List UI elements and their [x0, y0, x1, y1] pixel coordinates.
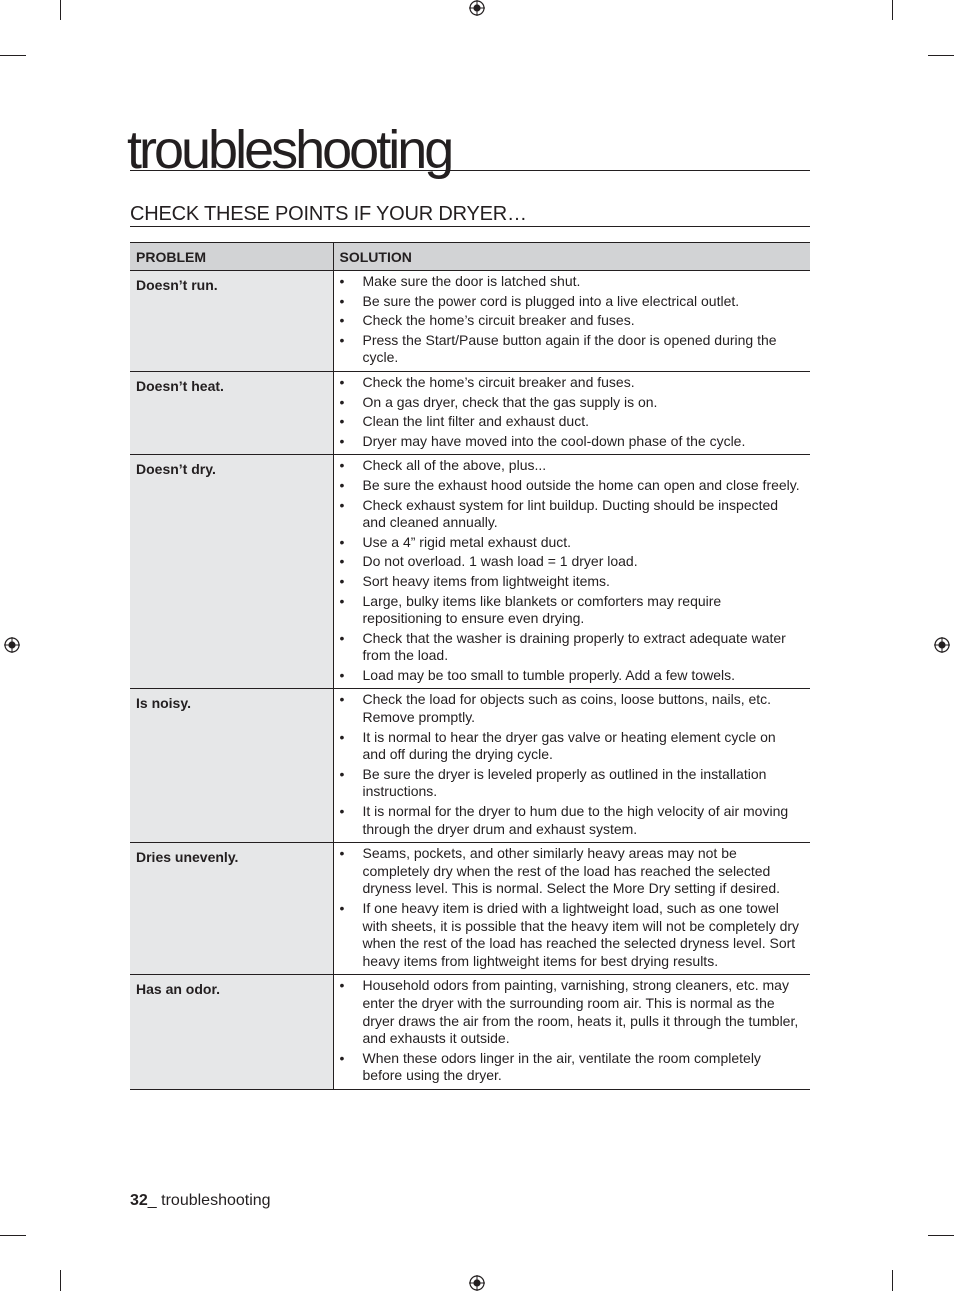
problem-cell: Doesn’t heat. [130, 371, 333, 454]
page-footer [130, 1191, 271, 1211]
problem-cell: Has an odor. [130, 975, 333, 1090]
list-item [340, 332, 801, 367]
solution-text: Dryer may have moved into the cool-down phase of the cycle. [362, 432, 746, 449]
solution-text: Do not overload. 1 wash load = 1 dryer load. [362, 553, 638, 570]
crop-mark-top-left-v [60, 0, 61, 20]
solution-text: It is normal to hear the dryer gas valve or heating element cycle on and off during the drying cycle. [362, 728, 776, 763]
table-row [130, 455, 810, 689]
crop-mark-bottom-left-v [60, 1270, 61, 1291]
table-row [130, 371, 810, 454]
solution-list [340, 273, 801, 367]
solution-text: Sort heavy items from lightweight items. [362, 572, 610, 589]
crop-mark-top-right-v [892, 0, 893, 20]
list-item [340, 534, 801, 552]
table-body [130, 271, 810, 1090]
solution-text: Clean the lint filter and exhaust duct. [362, 413, 589, 430]
problem-cell: Is noisy. [130, 689, 333, 843]
bullet-icon: • [339, 457, 345, 474]
list-item [340, 312, 801, 330]
list-item [340, 977, 801, 1047]
solution-text: Check the home’s circuit breaker and fuses. [362, 373, 635, 390]
bullet-icon: • [339, 977, 345, 994]
solution-text: Check that the washer is draining properly to extract adequate water from the load. [362, 629, 786, 664]
list-item [340, 413, 801, 431]
solution-text: Seams, pockets, and other similarly heavy areas may not be completely dry when the rest of the load has reached the selected dryness level. This is normal. Select the More Dry setting if desired. [362, 845, 781, 897]
crop-mark-top-right-h [928, 55, 954, 56]
bullet-icon: • [339, 273, 345, 289]
bullet-icon: • [339, 728, 345, 745]
list-item [340, 477, 801, 495]
solution-text: Check the load for objects such as coins, loose buttons, nails, etc. Remove promptly. [362, 691, 772, 726]
list-item [340, 691, 801, 726]
troubleshooting-table [130, 242, 810, 1090]
list-item [340, 394, 801, 412]
list-item [340, 374, 801, 392]
list-item [340, 900, 801, 970]
footer-label: _ troubleshooting [147, 1192, 271, 1209]
solution-text: When these odors linger in the air, ventilate the room completely before using the dryer. [362, 1049, 761, 1084]
problem-cell: Doesn’t dry. [130, 455, 333, 689]
solution-list [340, 977, 801, 1085]
bullet-icon: • [339, 553, 345, 570]
bullet-icon: • [339, 496, 345, 513]
section-title: CHECK THESE POINTS IF YOUR DRYER… [130, 203, 527, 225]
registration-mark-icon [469, 0, 485, 16]
page-number: 32 [130, 1192, 148, 1209]
solution-list [340, 374, 801, 450]
table-row [130, 689, 810, 843]
list-item [340, 1050, 801, 1085]
bullet-icon: • [339, 432, 345, 449]
bullet-icon: • [339, 572, 345, 589]
bullet-icon: • [339, 900, 345, 916]
list-item [340, 630, 801, 665]
solution-text: Be sure the power cord is plugged into a live electrical outlet. [362, 292, 740, 309]
bullet-icon: • [339, 666, 345, 683]
bullet-icon: • [339, 331, 345, 348]
solution-text: Be sure the exhaust hood outside the home can open and close freely. [362, 476, 800, 493]
solution-text: Press the Start/Pause button again if the door is opened during the cycle. [362, 331, 777, 366]
bullet-icon: • [339, 533, 345, 550]
solution-text: It is normal for the dryer to hum due to the high velocity of air moving through the dryer drum and exhaust system. [362, 803, 789, 837]
list-item [340, 273, 801, 291]
table-row [130, 975, 810, 1090]
solution-text: Check exhaust system for lint buildup. Ducting should be inspected and cleaned annually. [362, 496, 779, 531]
list-item [340, 803, 801, 838]
list-item [340, 553, 801, 571]
crop-mark-top-left-h [0, 55, 26, 56]
solution-text: Large, bulky items like blankets or comforters may require repositioning to ensure even drying. [362, 592, 722, 627]
bullet-icon: • [339, 312, 345, 329]
registration-mark-icon [934, 637, 950, 653]
table-header-row [130, 243, 810, 271]
bullet-icon: • [339, 292, 345, 309]
solution-cell [333, 455, 810, 689]
section-header [130, 202, 810, 227]
list-item [340, 457, 801, 475]
solution-text: Be sure the dryer is leveled properly as outlined in the installation instructions. [362, 765, 767, 800]
registration-mark-icon [469, 1275, 485, 1291]
registration-mark-icon [4, 637, 20, 653]
crop-mark-bottom-right-h [928, 1235, 954, 1236]
list-item [340, 433, 801, 451]
bullet-icon: • [339, 413, 345, 430]
solution-list [340, 457, 801, 684]
solution-list [340, 691, 801, 838]
list-item [340, 497, 801, 532]
solution-text: Load may be too small to tumble properly. Add a few towels. [362, 666, 735, 683]
page-title: troubleshooting [127, 120, 452, 180]
crop-mark-bottom-right-v [892, 1270, 893, 1291]
problem-cell: Dries unevenly. [130, 843, 333, 975]
list-item [340, 845, 801, 898]
list-item [340, 766, 801, 801]
solution-cell [333, 271, 810, 372]
problem-cell: Doesn’t run. [130, 271, 333, 372]
solution-text: If one heavy item is dried with a lightweight load, such as one towel with sheets, it is possible that the heavy item will not be completely dry when the rest of the load has reached the selected dryness level. Sort heavy items from lightweight items for best drying results. [362, 900, 800, 969]
solution-text: Make sure the door is latched shut. [362, 273, 581, 289]
solution-text: Household odors from painting, varnishing, strong cleaners, etc. may enter the dryer with the surrounding room air. This is normal as the dryer draws the air from the room, heats it, pulls it through the tumbler, and exhausts it outside. [362, 977, 799, 1047]
solution-cell [333, 975, 810, 1090]
solution-text: Check the home’s circuit breaker and fuses. [362, 312, 635, 329]
table-row [130, 271, 810, 372]
page-title-rule [127, 118, 810, 180]
bullet-icon: • [339, 691, 345, 708]
bullet-icon: • [339, 765, 345, 782]
list-item [340, 667, 801, 685]
column-header-problem: PROBLEM [130, 243, 333, 271]
solution-cell [333, 689, 810, 843]
bullet-icon: • [339, 476, 345, 493]
table-row [130, 843, 810, 975]
bullet-icon: • [339, 373, 345, 390]
solution-text: Check all of the above, plus... [362, 457, 547, 474]
bullet-icon: • [339, 1049, 345, 1066]
list-item [340, 729, 801, 764]
column-header-solution: SOLUTION [333, 243, 810, 271]
bullet-icon: • [339, 393, 345, 410]
list-item [340, 593, 801, 628]
solution-text: On a gas dryer, check that the gas supply is on. [362, 393, 658, 410]
solution-list [340, 845, 801, 970]
solution-text: Use a 4” rigid metal exhaust duct. [362, 533, 572, 550]
bullet-icon: • [339, 803, 345, 820]
list-item [340, 573, 801, 591]
list-item [340, 293, 801, 311]
bullet-icon: • [339, 845, 345, 862]
solution-cell [333, 371, 810, 454]
bullet-icon: • [339, 592, 345, 609]
solution-cell [333, 843, 810, 975]
bullet-icon: • [339, 629, 345, 646]
crop-mark-bottom-left-h [0, 1235, 26, 1236]
